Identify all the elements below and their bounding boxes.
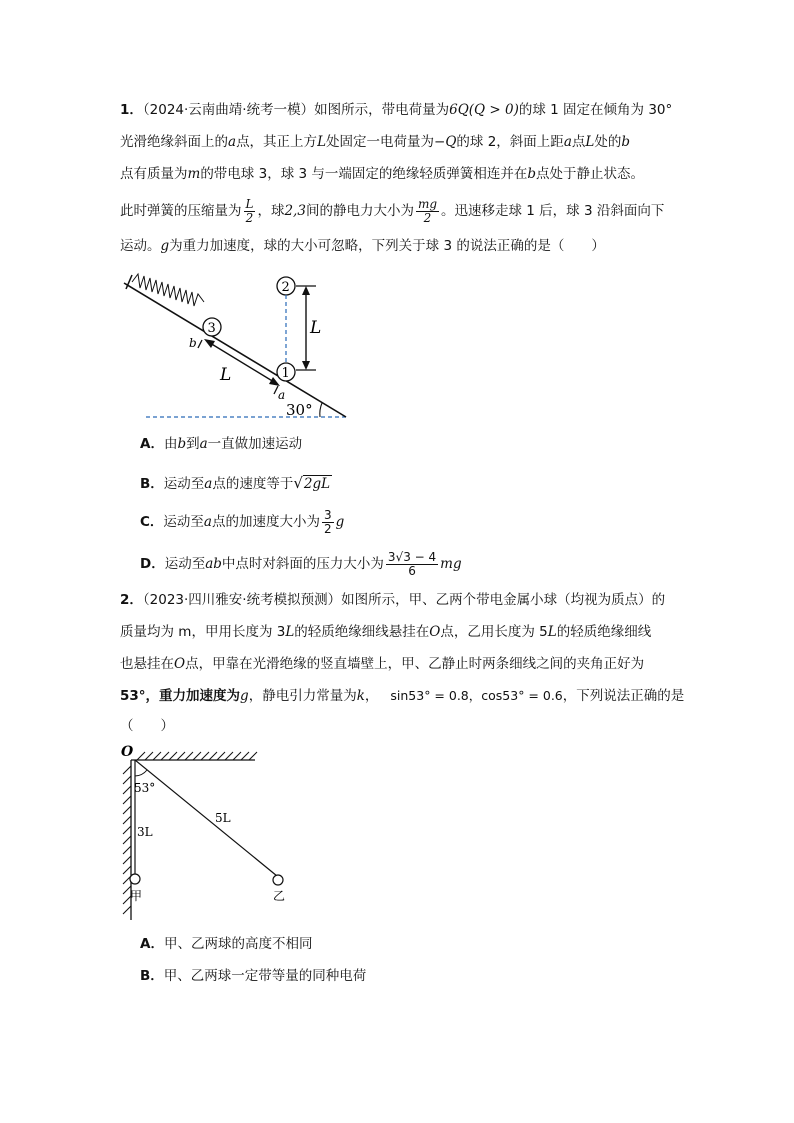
q1-text: 的球 1 固定在倾角为 30° xyxy=(518,102,673,118)
q2-angle-label: 53° xyxy=(134,781,156,795)
q2-label-jia: 甲 xyxy=(130,889,143,903)
q2-text: 的轻质绝缘细线 xyxy=(556,624,652,640)
q2-ceiling-hatch xyxy=(137,752,257,760)
q2-option-a-letter: A． xyxy=(140,936,164,952)
q1-angle-arc xyxy=(320,403,322,417)
q2-line-3 xyxy=(120,654,644,674)
q2-text: 质量均为 m，甲用长度为 3 xyxy=(120,624,286,640)
q1-option-text: 运动至 xyxy=(163,476,205,492)
q1-option-text: 点的加速度大小为 xyxy=(211,514,320,530)
q1-text: 处固定一电荷量为 xyxy=(326,134,435,150)
q1-text: 点 xyxy=(571,134,586,150)
q1-charge-expr: 6Q(Q > 0) xyxy=(449,102,519,118)
q1-symbol: L xyxy=(317,134,327,150)
q1-L-arrowhead-down xyxy=(302,361,310,370)
q1-option-b[interactable] xyxy=(140,470,332,497)
q1-text: 间的静电力大小为 xyxy=(305,203,414,219)
q1-symbol: g xyxy=(160,238,170,254)
q1-line-1 xyxy=(120,100,672,120)
q1-option-text: 中点时对斜面的压力大小为 xyxy=(221,556,384,572)
q1-option-c-letter: C． xyxy=(140,514,164,530)
q1-option-a[interactable] xyxy=(140,434,302,454)
q1-symbol: 2,3 xyxy=(284,203,306,219)
q1-diagram xyxy=(110,265,370,425)
q2-option-text: 甲、乙两球的高度不相同 xyxy=(163,936,313,952)
q2-option-b-letter: B． xyxy=(140,968,164,984)
q2-source: （2023·四川雅安·统考模拟预测） xyxy=(142,592,342,608)
q1-frac-mg-2: $\frac{mg}{2}$ xyxy=(417,196,438,225)
q1-symbol: a xyxy=(204,476,213,492)
q1-L-vertical-label: L xyxy=(310,318,322,338)
q2-text: 点，乙用长度为 5 xyxy=(440,624,548,640)
q2-text: 也悬挂在 xyxy=(120,656,174,672)
q1-text: 点有质量为 xyxy=(120,166,188,182)
q1-line-4 xyxy=(120,196,664,226)
q1-L-arrowhead-up xyxy=(302,286,310,295)
q2-answer-brackets: （ ） xyxy=(120,718,174,734)
q2-ball-jia xyxy=(130,874,140,884)
q2-trig-values: sin53° = 0.8，cos53° = 0.6 xyxy=(390,688,563,703)
q1-line-2 xyxy=(120,132,630,152)
q2-string-5L xyxy=(135,760,277,876)
q2-line-2 xyxy=(120,622,651,642)
q1-option-text: 由 xyxy=(163,436,178,452)
q1-spring xyxy=(132,274,204,306)
q2-symbol: L xyxy=(547,624,557,640)
q1-option-text: 点的速度等于 xyxy=(212,476,294,492)
q1-text: 此时弹簧的压缩量为 xyxy=(120,203,242,219)
q1-source: （2024·云南曲靖·统考一模） xyxy=(142,102,315,118)
q1-ball-1-label: 1 xyxy=(281,366,290,381)
q1-option-b-letter: B． xyxy=(140,476,164,492)
q1-symbol: a xyxy=(228,134,237,150)
q1-option-d-letter: D． xyxy=(140,556,165,572)
q2-option-a[interactable] xyxy=(140,934,312,954)
q1-text: ，球 xyxy=(257,203,285,219)
q1-L-incline-arrowhead-a xyxy=(269,377,280,386)
q1-symbol: a xyxy=(199,436,208,452)
q1-line-5 xyxy=(120,236,605,256)
q1-symbol: b xyxy=(621,134,630,150)
q2-text: 53°，重力加速度为 xyxy=(120,688,241,704)
q2-text: 的轻质绝缘细线悬挂在 xyxy=(294,624,430,640)
q1-text: 如图所示，带电荷量为 xyxy=(314,102,450,118)
q1-text: 光滑绝缘斜面上的 xyxy=(120,134,228,150)
q1-symbol: g xyxy=(335,514,345,530)
q1-label-a: a xyxy=(278,388,286,402)
q1-text: 。迅速移走球 1 后，球 3 沿斜面向下 xyxy=(441,203,665,219)
q2-number: 2． xyxy=(120,592,143,608)
q2-ball-yi xyxy=(273,875,283,885)
q1-option-d[interactable] xyxy=(140,547,462,581)
q1-angle-label: 30° xyxy=(286,401,313,419)
q1-frac-D: $\frac{3√3 - 4}{6}$ xyxy=(387,549,437,578)
q2-line-4 xyxy=(120,686,684,706)
q1-symbol: −Q xyxy=(434,134,457,150)
q1-sqrt-2gL: 2gL xyxy=(303,476,331,492)
q1-option-text: 一直做加速运动 xyxy=(207,436,303,452)
q2-label-5L: 5L xyxy=(215,811,231,825)
q2-option-text: 甲、乙两球一定带等量的同种电荷 xyxy=(163,968,367,984)
q1-text: 的带电球 3，球 3 与一端固定的绝缘轻质弹簧相连并在 xyxy=(200,166,528,182)
q2-label-yi: 乙 xyxy=(273,889,286,903)
q1-option-text: 到 xyxy=(186,436,200,452)
q2-text: ，下列说法正确的是 xyxy=(562,688,685,704)
q1-frac-L-2: $\frac{L}{2}$ xyxy=(245,196,254,225)
q1-option-a-letter: A． xyxy=(140,436,164,452)
q2-text: 如图所示，甲、乙两个带电金属小球（均视为质点）的 xyxy=(341,592,666,608)
q1-symbol: L xyxy=(585,134,595,150)
q2-symbol: O xyxy=(429,624,441,640)
q1-symbol: mg xyxy=(440,556,462,572)
q2-text: ，静电引力常量为 xyxy=(248,688,357,704)
q1-L-incline-arrowhead-b xyxy=(204,339,215,348)
q2-text: 点，甲靠在光滑绝缘的竖直墙壁上，甲、乙静止时两条细线之间的夹角正好为 xyxy=(185,656,645,672)
q1-symbol: a xyxy=(563,134,572,150)
q1-text: 的球 2，斜面上距 xyxy=(456,134,564,150)
q1-text: 点，其正上方 xyxy=(236,134,318,150)
q2-symbol: g xyxy=(240,688,249,704)
q2-diagram xyxy=(115,742,315,922)
q1-text: 点处于静止状态。 xyxy=(536,166,645,182)
q2-angle-arc xyxy=(135,770,147,776)
q2-label-3L: 3L xyxy=(137,825,153,839)
q1-line-3 xyxy=(120,164,644,184)
q1-option-text: 运动至 xyxy=(164,556,206,572)
q2-line-5 xyxy=(120,716,174,736)
q1-symbol: b xyxy=(177,436,187,452)
q1-tick-b xyxy=(198,340,202,348)
q1-label-b: b xyxy=(189,336,197,350)
q1-L-incline-label: L xyxy=(220,365,232,385)
sqrt-icon: √ xyxy=(293,474,303,492)
q2-symbol: L xyxy=(285,624,295,640)
q2-label-O: O xyxy=(121,744,134,760)
q1-number: 1． xyxy=(120,102,143,118)
q1-incline xyxy=(124,283,346,417)
q1-option-text: 运动至 xyxy=(163,514,204,530)
q2-option-b[interactable] xyxy=(140,966,366,986)
q1-text: 为重力加速度，球的大小可忽略，下列关于球 3 的说法正确的是（ ） xyxy=(169,238,605,254)
q1-option-c[interactable] xyxy=(140,505,344,539)
q1-symbol: m xyxy=(187,166,201,182)
q1-symbol: ab xyxy=(205,556,222,572)
q2-text: ， xyxy=(364,688,379,704)
q1-ball-2-label: 2 xyxy=(281,280,290,295)
q1-frac-3-2: $\frac{3}{2}$ xyxy=(323,507,332,536)
q1-text: 运动。 xyxy=(120,238,161,254)
q1-ball-3-label: 3 xyxy=(207,321,216,336)
q1-text: 处的 xyxy=(594,134,622,150)
q2-symbol: O xyxy=(174,656,186,672)
q1-symbol: a xyxy=(203,514,212,530)
q2-line-1 xyxy=(120,590,665,610)
q2-symbol: k xyxy=(356,688,365,704)
q1-symbol: b xyxy=(527,166,537,182)
